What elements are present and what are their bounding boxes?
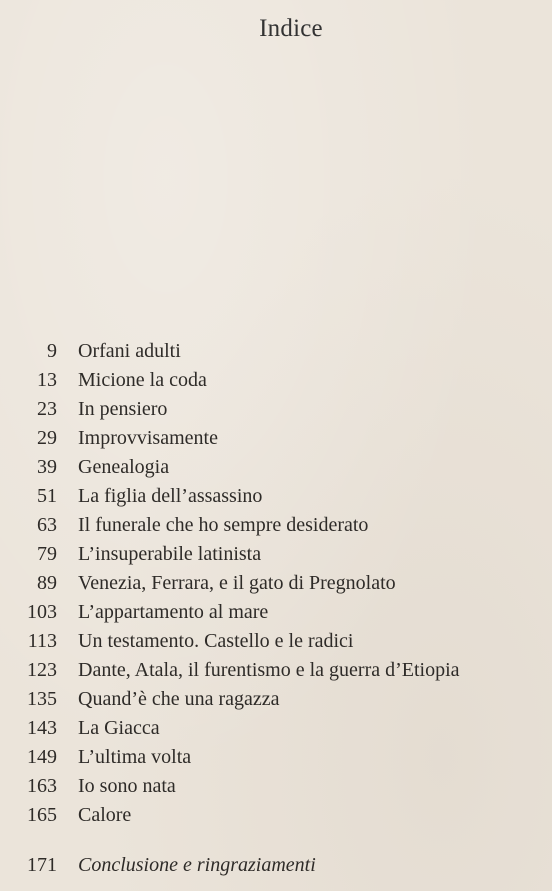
toc-entry [0,714,552,743]
toc-page-number: 135 [27,688,57,710]
toc-chapter-title: La figlia dell’assassino [78,485,263,507]
toc-page-number: 39 [37,456,57,478]
toc-chapter-title: Io sono nata [78,775,176,797]
toc-entry [0,656,552,685]
toc-chapter-title: Un testamento. Castello e le radici [78,630,354,652]
toc-entry [0,366,552,395]
toc-page-number: 63 [37,514,57,536]
toc-entry [0,801,552,830]
toc-chapter-title: L’insuperabile latinista [78,543,262,565]
toc-page-number: 123 [27,659,57,681]
toc-entry [0,743,552,772]
toc-chapter-title: Improvvisamente [78,427,218,449]
toc-page-number: 51 [37,485,57,507]
toc-entry [0,337,552,366]
toc-page-number: 143 [27,717,57,739]
toc-page-number: 89 [37,572,57,594]
toc-chapter-title: L’ultima volta [78,746,192,768]
toc-chapter-title: Conclusione e ringraziamenti [78,854,316,876]
toc-page-number: 171 [27,854,57,876]
toc-chapter-title: Il funerale che ho sempre desiderato [78,514,369,536]
toc-page-number: 9 [47,340,57,362]
toc-chapter-title: Orfani adulti [78,340,181,362]
toc-entry [0,482,552,511]
toc-chapter-title: Micione la coda [78,369,207,391]
toc-chapter-title: Venezia, Ferrara, e il gato di Pregnolato [78,572,396,594]
toc-entry [0,540,552,569]
toc-entry [0,627,552,656]
toc-chapter-title: Dante, Atala, il furentismo e la guerra d’Etiopia [78,659,460,681]
toc-chapter-title: In pensiero [78,398,168,420]
toc-page-number: 103 [27,601,57,623]
toc-entry [0,772,552,801]
toc-page-number: 165 [27,804,57,826]
toc-entry [0,453,552,482]
toc-chapter-title: L’appartamento al mare [78,601,269,623]
toc-page-number: 149 [27,746,57,768]
toc-chapter-title: La Giacca [78,717,160,739]
toc-page-number: 13 [37,369,57,391]
toc-entry [0,569,552,598]
toc-entry [0,511,552,540]
toc-page-number: 23 [37,398,57,420]
toc-chapter-title: Genealogia [78,456,170,478]
toc-page-number: 163 [27,775,57,797]
toc-page-number: 29 [37,427,57,449]
toc-chapter-title: Calore [78,804,132,826]
toc-page-number: 79 [37,543,57,565]
toc-page-number: 113 [27,630,57,652]
toc-chapter-title: Quand’è che una ragazza [78,688,280,710]
toc-entry-final [0,851,552,880]
toc-entry [0,685,552,714]
toc-entry [0,424,552,453]
toc-entry [0,598,552,627]
toc-entry [0,395,552,424]
page-title: Indice [259,15,323,42]
